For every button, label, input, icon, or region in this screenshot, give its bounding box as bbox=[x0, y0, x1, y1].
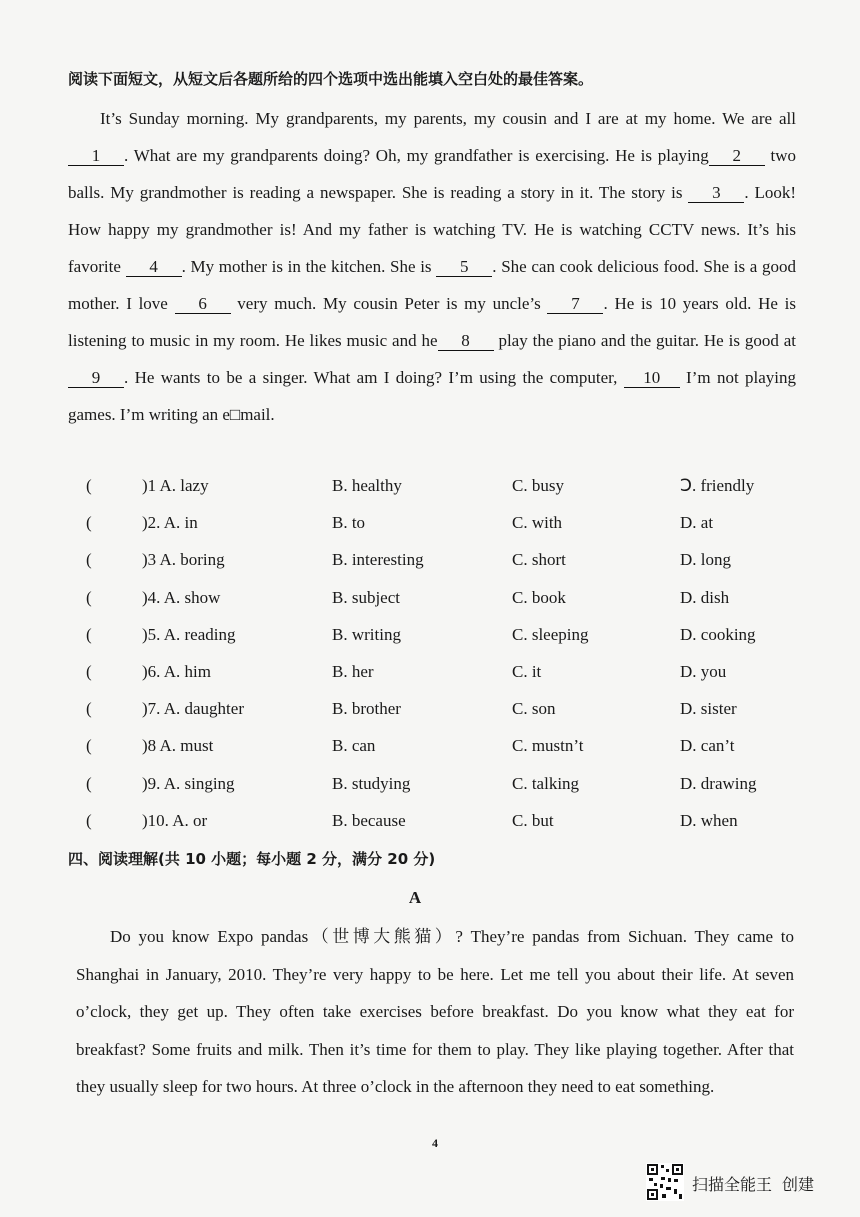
passage-text: . What are my grandparents doing? Oh, my grandfather is exercising. He is playing bbox=[124, 146, 709, 165]
cloze-blank-10[interactable]: 10 bbox=[624, 369, 680, 388]
option-c[interactable]: C. son bbox=[512, 699, 556, 719]
option-row bbox=[80, 805, 820, 842]
answer-bracket[interactable]: ( bbox=[86, 661, 92, 681]
passage-text: . She can cook delicious food. She is a good mother. I love bbox=[68, 257, 797, 313]
cloze-blank-4[interactable]: 4 bbox=[126, 258, 182, 277]
option-row bbox=[80, 619, 820, 656]
answer-bracket[interactable]: ( bbox=[86, 773, 92, 793]
section-instruction: 阅读下面短文，从短文后各题所给的四个选项中选出能填入空白处的最佳答案。 bbox=[68, 70, 594, 88]
option-row bbox=[80, 656, 820, 693]
option-b[interactable]: B. writing bbox=[332, 624, 401, 644]
option-b[interactable]: B. because bbox=[332, 810, 406, 830]
cloze-blank-8[interactable]: 8 bbox=[438, 332, 494, 351]
reading-passage: Do you know Expo pandas（世博大熊猫）? They’re pandas from Sichuan. They came to Shanghai in January, 2010. They’re very happy to be here. Let me tell you about their life. At seven o’clock, they get up. They often take exercises before breakfast. Do you know what they eat for breakfast? Some fruits and milk. Then it’s time for them to play. They like playing together. After that they usually sleep for two hours. At three o’clock in the afternoon they need to eat something. bbox=[76, 927, 794, 1096]
option-d[interactable]: D. at bbox=[680, 513, 714, 533]
option-b[interactable]: B. to bbox=[332, 513, 366, 533]
cloze-blank-1[interactable]: 1 bbox=[68, 147, 124, 166]
option-row bbox=[80, 693, 820, 730]
cloze-blank-6[interactable]: 6 bbox=[175, 295, 231, 314]
passage-text: I’m not playing games. I’m writing an e□mail. bbox=[68, 368, 796, 424]
option-a[interactable]: )5. A. reading bbox=[142, 624, 236, 644]
passage-text: . He wants to be a singer. What am I doing? I’m using the computer, bbox=[124, 368, 624, 387]
cloze-blank-3[interactable]: 3 bbox=[688, 184, 744, 203]
answer-bracket[interactable]: ( bbox=[86, 699, 92, 719]
option-row bbox=[80, 730, 820, 767]
option-d[interactable]: D. dish bbox=[680, 587, 730, 607]
cloze-blank-5[interactable]: 5 bbox=[436, 258, 492, 277]
options-list bbox=[80, 470, 820, 842]
option-b[interactable]: B. brother bbox=[332, 699, 401, 719]
cloze-blank-7[interactable]: 7 bbox=[547, 295, 603, 314]
passage-text: . My mother is in the kitchen. She is bbox=[181, 257, 437, 276]
answer-bracket[interactable]: ( bbox=[86, 550, 92, 570]
option-c[interactable]: C. short bbox=[512, 550, 566, 570]
option-a[interactable]: )4. A. show bbox=[142, 587, 221, 607]
answer-bracket[interactable]: ( bbox=[86, 587, 92, 607]
option-c[interactable]: C. sleeping bbox=[512, 624, 589, 644]
answer-bracket[interactable]: ( bbox=[86, 810, 92, 830]
option-b[interactable]: B. her bbox=[332, 661, 374, 681]
page-number: 4 bbox=[432, 1136, 438, 1150]
passage-text: . He is 10 years old. He is listening to music in my room. He likes music and he bbox=[68, 294, 796, 350]
option-a[interactable]: )7. A. daughter bbox=[142, 699, 244, 719]
option-c[interactable]: C. it bbox=[512, 661, 542, 681]
qr-code-icon bbox=[646, 1163, 684, 1201]
option-row bbox=[80, 582, 820, 619]
option-b[interactable]: B. healthy bbox=[332, 476, 402, 495]
option-row bbox=[80, 768, 820, 805]
option-c[interactable]: C. with bbox=[512, 513, 563, 533]
option-a[interactable]: )6. A. him bbox=[142, 661, 211, 681]
answer-bracket[interactable]: ( bbox=[86, 736, 92, 756]
passage-text: . Look! How happy my grandmother is! And my father is watching TV. He is watching CCTV news. It’s his favorite bbox=[68, 183, 796, 276]
passage-text: play the piano and the guitar. He is good at bbox=[493, 331, 797, 350]
passage-text: very much. My cousin Peter is my uncle’s bbox=[230, 294, 548, 313]
passage-text: It’s Sunday morning. My grandparents, my parents, my cousin and I are at my home. We are all bbox=[100, 109, 796, 128]
option-b[interactable]: B. subject bbox=[332, 587, 400, 607]
option-c[interactable]: C. book bbox=[512, 587, 566, 607]
cloze-blank-2[interactable]: 2 bbox=[709, 147, 765, 166]
option-b[interactable]: B. can bbox=[332, 736, 376, 756]
option-d[interactable]: D. you bbox=[680, 661, 727, 681]
option-a[interactable]: )9. A. singing bbox=[142, 773, 235, 793]
option-row bbox=[80, 470, 820, 507]
option-b[interactable]: B. studying bbox=[332, 773, 411, 793]
option-c[interactable]: C. but bbox=[512, 810, 554, 830]
option-d[interactable]: D. drawing bbox=[680, 773, 757, 793]
passage-text: two balls. My grandmother is reading a newspaper. She is reading a story in it. The story is bbox=[68, 146, 796, 202]
cloze-passage bbox=[68, 100, 796, 433]
option-a[interactable]: )2. A. in bbox=[142, 513, 198, 533]
option-a[interactable]: )8 A. must bbox=[142, 736, 214, 756]
cloze-blank-9[interactable]: 9 bbox=[68, 369, 124, 388]
option-d[interactable]: D. can’t bbox=[680, 736, 735, 756]
option-d[interactable]: D. when bbox=[680, 810, 738, 830]
option-c[interactable]: C. busy bbox=[512, 476, 564, 495]
option-d[interactable]: D. long bbox=[680, 550, 731, 570]
brand-created: 创建 bbox=[782, 1175, 815, 1194]
option-d[interactable]: Ↄ. friendly bbox=[680, 476, 755, 495]
scanner-watermark bbox=[692, 1172, 824, 1195]
option-a[interactable]: )10. A. or bbox=[142, 810, 208, 830]
answer-bracket[interactable]: ( bbox=[86, 513, 92, 533]
option-c[interactable]: C. talking bbox=[512, 773, 580, 793]
option-d[interactable]: D. sister bbox=[680, 699, 737, 719]
brand-name: 扫描全能王 bbox=[692, 1175, 773, 1194]
option-a[interactable]: )1 A. lazy bbox=[142, 476, 209, 495]
option-c[interactable]: C. mustn’t bbox=[512, 736, 584, 756]
option-b[interactable]: B. interesting bbox=[332, 550, 424, 570]
option-row bbox=[80, 507, 820, 544]
section-heading: 四、阅读理解(共 10 小题；每小题 2 分，满分 20 分) bbox=[68, 850, 436, 868]
answer-bracket[interactable]: ( bbox=[86, 476, 92, 495]
option-d[interactable]: D. cooking bbox=[680, 624, 756, 644]
answer-bracket[interactable]: ( bbox=[86, 624, 92, 644]
passage-title: A bbox=[408, 888, 422, 907]
option-a[interactable]: )3 A. boring bbox=[142, 550, 225, 570]
option-row bbox=[80, 544, 820, 581]
